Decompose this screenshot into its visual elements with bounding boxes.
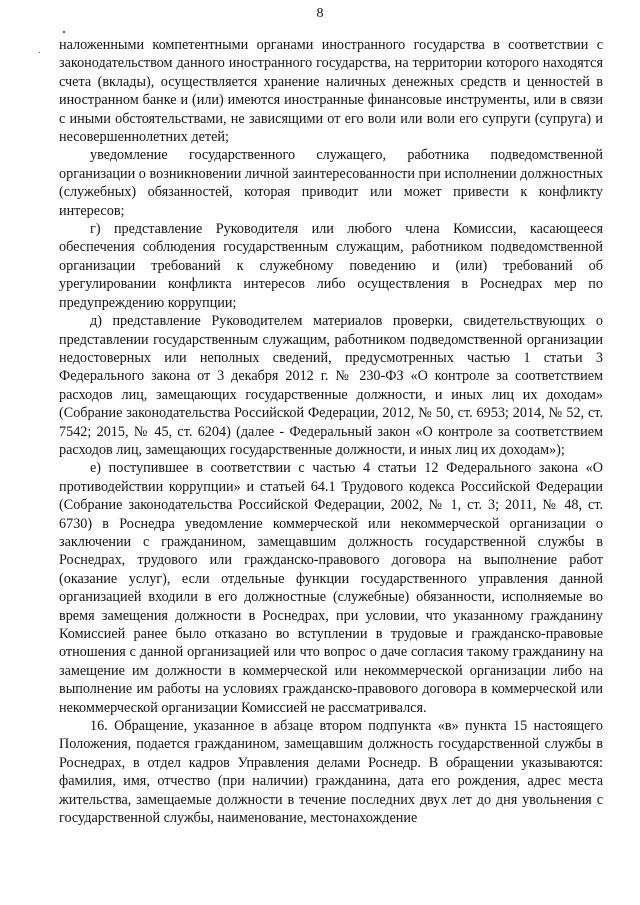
paragraph-item-g: г) представление Руководителя или любого члена Комиссии, касающееся обеспечения соблюдения государственным служащим, работником подведомственной организации требований к служебному поведению и (или) требований об урегулировании конфликта интересов либо осуществления в Роснедрах мер по предупреждению коррупции; [59, 221, 603, 311]
paragraph-conflict-notice: уведомление государственного служащего, работника подведомственной организации о возникновении личной заинтересованности при исполнении должностных (служебных) обязанностей, которая приводит или может привести к конфликту интересов; [59, 147, 603, 219]
paragraph-continuation: наложенными компетентными органами иностранного государства в соответствии с законодательством данного иностранного государства, на территории которого находятся счета (вклады), осуществляется хранение наличных денежных средств и ценностей в иностранном банке и (или) имеются иностранные финансовые инструменты, или в связи с иными обстоятельствами, не зависящими от его воли или воли его супруги (супруга) и несовершеннолетних детей; [59, 37, 603, 146]
paragraph-section-16: 16. Обращение, указанное в абзаце втором подпункта «в» пункта 15 настоящего Положения, подается гражданином, замещавшим должность государственной службы в Роснедрах, в отдел кадров Управления делами Роснедр. В обращении указываются: фамилия, имя, отчество (при наличии) гражданина, дата его рождения, адрес места жительства, замещаемые должности в течение последних двух лет до дня увольнения с государственной службы, наименование, местонахождение [59, 718, 603, 827]
scan-speck [39, 52, 40, 53]
page-number: 8 [316, 6, 324, 21]
paragraph-item-d: д) представление Руководителем материалов проверки, свидетельствующих о представлении государственным служащим, работником подведомственной организации недостоверных или неполных сведений, предусмотренных частью 1 статьи 3 Федерального закона от 3 декабря 2012 г. № 230-ФЗ «О контроле за соответствием расходов лиц, замещающих государственные должности, и иных лиц их доходам» (Собрание законодательства Российской Федерации, 2012, № 50, ст. 6953; 2014, № 52, ст. 7542; 2015, № 45, ст. 6204) (далее - Федеральный закон «О контроле за соответствием расходов лиц, замещающих государственные должности, и иных лиц их доходам»); [59, 313, 603, 458]
scan-speck [63, 31, 65, 33]
paragraph-item-e: е) поступившее в соответствии с частью 4 статьи 12 Федерального закона «О противодействии коррупции» и статьей 64.1 Трудового кодекса Российской Федерации (Собрание законодательства Российской Федерации, 2002, № 1, ст. 3; 2011, № 48, ст. 6730) в Роснедра уведомление коммерческой или некоммерческой организации о заключении с гражданином, замещавшим должность государственной службы в Роснедрах, трудового или гражданско-правового договора на выполнение работ (оказание услуг), если отдельные функции государственного управления данной организацией входили в его должностные (служебные) обязанности, исполняемые во время замещения должности в Роснедрах, при условии, что указанному гражданину Комиссией ранее было отказано во вступлении в трудовые и гражданско-правовые отношения с данной организацией или что вопрос о даче согласия такому гражданину на замещение им должности в коммерческой или некоммерческой организации либо на выполнение им работы на условиях гражданско-правового договора в коммерческой или некоммерческой организации Комиссией не рассматривался. [59, 460, 603, 716]
document-body [59, 36, 603, 827]
